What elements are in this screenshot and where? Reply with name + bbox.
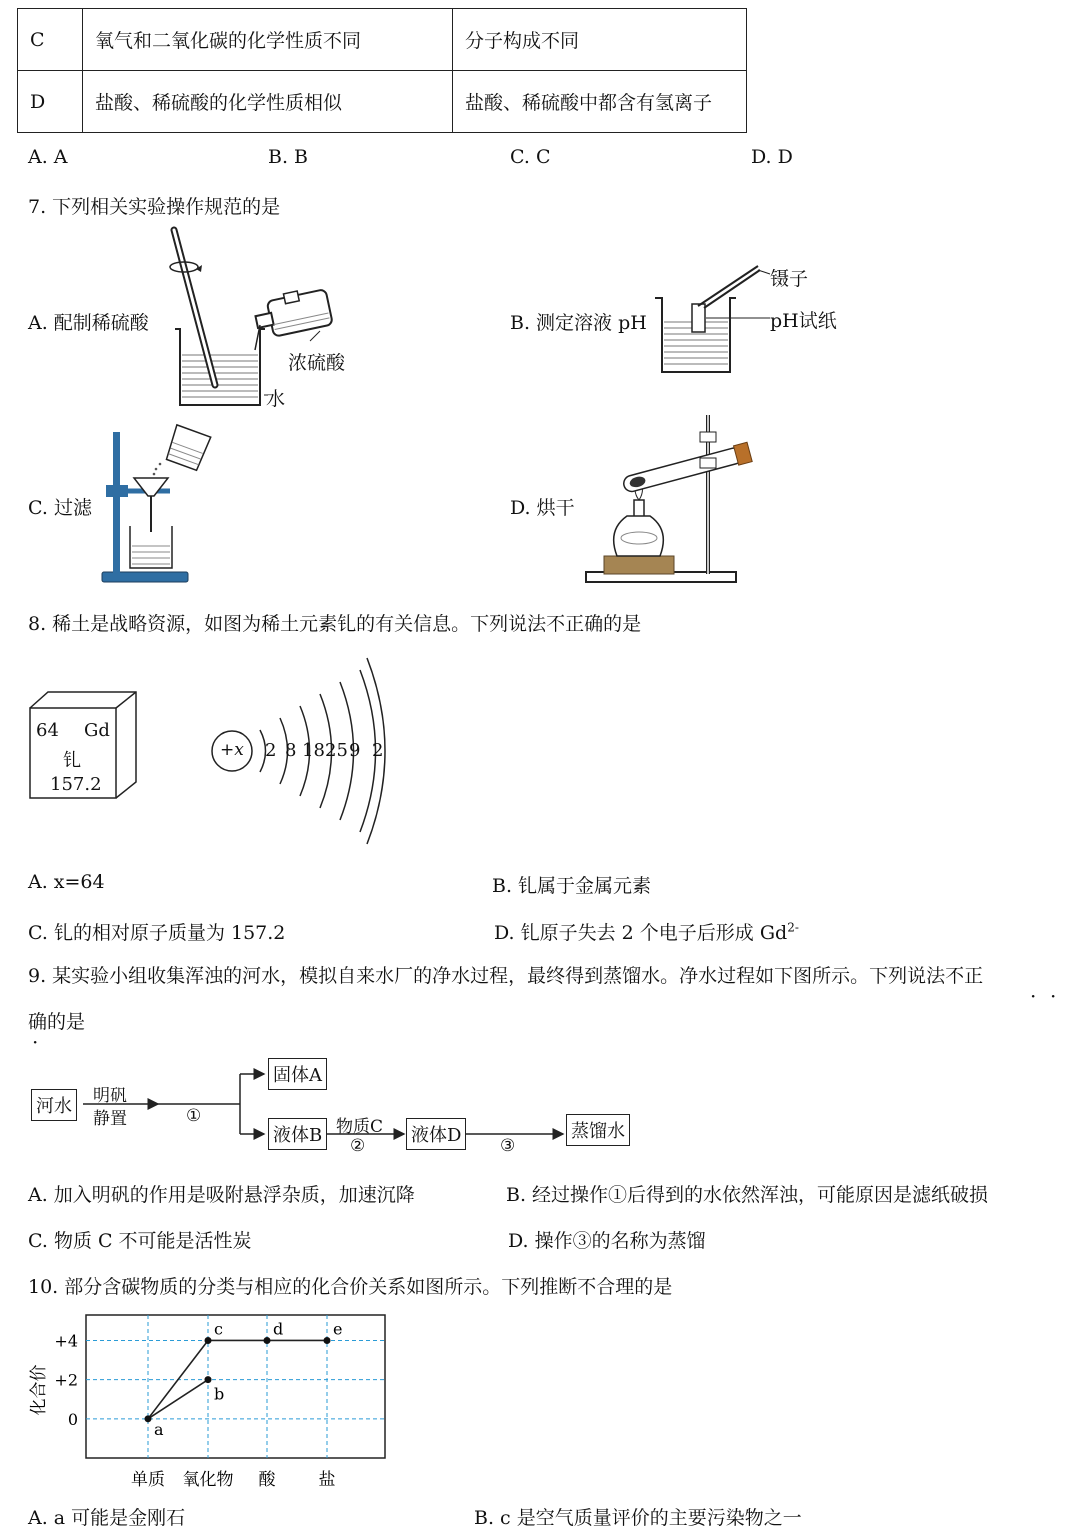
emphasis-dot: · — [1050, 984, 1057, 1008]
q8-option-d-sup: 2- — [787, 920, 799, 935]
river-water-box: 河水 — [31, 1089, 77, 1121]
q7-option-b[interactable]: B. 测定溶液 pH — [510, 312, 647, 334]
q9-option-b[interactable]: B. 经过操作①后得到的水依然浑浊，可能原因是滤纸破损 — [506, 1184, 989, 1206]
step-2-label: ② — [350, 1136, 366, 1156]
data-point — [324, 1337, 331, 1344]
drying-figure — [582, 410, 762, 590]
q6-option-a[interactable]: A. A — [28, 146, 68, 168]
x-tick-label: 酸 — [258, 1470, 276, 1490]
data-point — [205, 1337, 212, 1344]
y-tick-label: +2 — [54, 1370, 78, 1390]
q6-option-b[interactable]: B. B — [268, 146, 309, 168]
data-point — [145, 1415, 152, 1422]
point-label: a — [154, 1419, 164, 1439]
q8-option-a[interactable]: A. x=64 — [28, 871, 105, 893]
substance-c-label: 物质C — [336, 1117, 384, 1137]
row-letter: C — [18, 9, 83, 71]
x-tick-label: 单质 — [131, 1470, 165, 1490]
step-3-label: ③ — [500, 1136, 516, 1156]
x-tick-label: 盐 — [318, 1470, 336, 1490]
q9-stem-line1: 9. 某实验小组收集浑浊的河水，模拟自来水厂的净水过程，最终得到蒸馏水。净水过程如下图所示。下列说法不正 — [28, 965, 984, 987]
data-point — [264, 1337, 271, 1344]
emphasis-dot: · — [32, 1030, 39, 1054]
q9-stem-line2: 确的是 — [28, 1011, 86, 1033]
ph-paper-label: pH试纸 — [770, 310, 837, 332]
shell-5: 9 — [349, 740, 361, 761]
ph-test-figure — [650, 260, 780, 380]
q10-option-a[interactable]: A. a 可能是金刚石 — [28, 1507, 186, 1529]
liquid-d-box: 液体D — [406, 1118, 466, 1150]
point-label: b — [214, 1384, 225, 1404]
x-tick-label: 氧化物 — [182, 1470, 234, 1490]
element-number: 64 — [36, 720, 59, 741]
row-letter: D — [18, 71, 83, 133]
tweezers-label: 镊子 — [770, 268, 809, 290]
y-tick-label: +4 — [54, 1331, 78, 1351]
y-axis-label: 化合价 — [29, 1364, 49, 1416]
settle-label: 静置 — [93, 1109, 127, 1129]
table-row — [18, 71, 747, 133]
conc-acid-label: 浓硫酸 — [288, 352, 346, 374]
q6-option-d[interactable]: D. D — [751, 146, 793, 168]
element-symbol: Gd — [84, 720, 110, 741]
q9-option-d[interactable]: D. 操作③的名称为蒸馏 — [508, 1230, 706, 1252]
q10-option-b[interactable]: B. c 是空气质量评价的主要污染物之一 — [474, 1507, 802, 1529]
q8-option-d-text: D. 钆原子失去 2 个电子后形成 Gd — [494, 922, 788, 944]
shell-3: 18 — [302, 740, 325, 761]
table-row — [18, 9, 747, 71]
q8-option-c[interactable]: C. 钆的相对原子质量为 157.2 — [28, 922, 286, 944]
valence-chart — [28, 1305, 398, 1490]
q7-stem: 7. 下列相关实验操作规范的是 — [28, 196, 281, 218]
q8-option-d[interactable] — [494, 918, 799, 945]
point-label: c — [214, 1319, 223, 1339]
element-mass: 157.2 — [50, 774, 102, 795]
shell-2: 8 — [285, 740, 297, 761]
shell-6: 2 — [372, 740, 384, 761]
shell-4: 25 — [325, 740, 348, 761]
emphasis-dot: · — [1030, 984, 1037, 1008]
step-1-label: ① — [186, 1106, 202, 1126]
q9-option-a[interactable]: A. 加入明矾的作用是吸附悬浮杂质，加速沉降 — [28, 1184, 415, 1206]
data-point — [205, 1376, 212, 1383]
q6-option-c[interactable]: C. C — [510, 146, 551, 168]
shell-1: 2 — [265, 740, 277, 761]
row-explain: 分子构成不同 — [453, 9, 747, 71]
q9-option-c[interactable]: C. 物质 C 不可能是活性炭 — [28, 1230, 252, 1252]
q7-option-a[interactable]: A. 配制稀硫酸 — [28, 312, 149, 334]
q8-option-b[interactable]: B. 钆属于金属元素 — [492, 875, 652, 897]
q10-stem: 10. 部分含碳物质的分类与相应的化合价关系如图所示。下列推断不合理的是 — [28, 1276, 673, 1298]
liquid-b-box: 液体B — [268, 1118, 327, 1150]
solid-a-box: 固体A — [268, 1058, 327, 1090]
q6-table — [17, 8, 747, 133]
point-label: e — [333, 1319, 343, 1339]
alum-label: 明矾 — [93, 1086, 127, 1106]
q7-option-c[interactable]: C. 过滤 — [28, 497, 92, 519]
x-ticks — [131, 1470, 336, 1490]
q7-option-d[interactable]: D. 烘干 — [510, 497, 575, 519]
filtration-figure — [98, 422, 218, 588]
row-fact: 盐酸、稀硫酸的化学性质相似 — [83, 71, 453, 133]
q8-stem: 8. 稀土是战略资源，如图为稀土元素钆的有关信息。下列说法不正确的是 — [28, 613, 642, 635]
element-name: 钆 — [63, 750, 81, 771]
row-explain: 盐酸、稀硫酸中都含有氢离子 — [453, 71, 747, 133]
row-fact: 氧气和二氧化碳的化学性质不同 — [83, 9, 453, 71]
distilled-water-box: 蒸馏水 — [566, 1114, 630, 1146]
water-label: 水 — [266, 388, 286, 410]
y-ticks — [54, 1331, 78, 1428]
nucleus-charge: +x — [220, 740, 244, 760]
dilute-acid-figure — [160, 225, 360, 415]
point-label: d — [273, 1319, 284, 1339]
y-tick-label: 0 — [67, 1409, 78, 1429]
